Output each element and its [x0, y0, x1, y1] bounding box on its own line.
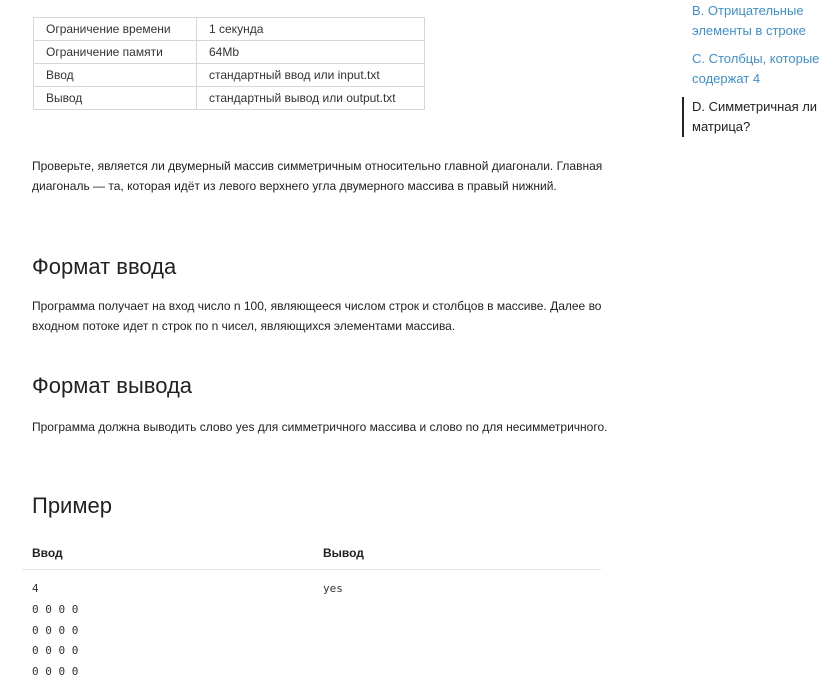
- example-output-header: Вывод: [323, 546, 364, 560]
- problem-navigation: [682, 0, 840, 137]
- limits-table: [33, 17, 425, 110]
- limit-value: 1 секунда: [197, 18, 425, 41]
- example-divider: [22, 569, 601, 570]
- limit-key: Ограничение памяти: [34, 41, 197, 64]
- output-format-text: Программа должна выводить слово yes для симметричного массива и слово no для несимметричного.: [32, 420, 608, 434]
- input-format-text: Программа получает на вход число n 100, являющееся числом строк и столбцов в массиве. Далее во входном потоке идет n строк по n чисел, являющихся элементами массива.: [32, 299, 602, 333]
- example-input[interactable]: 4 0 0 0 0 0 0 0 0 0 0 0 0 0 0 0 0: [32, 582, 79, 679]
- input-format-heading: Формат ввода: [32, 254, 177, 279]
- limit-key: Ограничение времени: [34, 18, 197, 41]
- output-format-heading: Формат вывода: [32, 373, 193, 398]
- limit-value: стандартный ввод или input.txt: [197, 64, 425, 87]
- example-input-header: Ввод: [32, 546, 63, 560]
- limit-value: 64Mb: [197, 41, 425, 64]
- table-row: [34, 64, 425, 87]
- table-row: [34, 87, 425, 110]
- limit-value: стандартный вывод или output.txt: [197, 87, 425, 110]
- nav-item-problem-d[interactable]: D. Симметричная ли матрица?: [682, 97, 840, 137]
- example-output[interactable]: yes: [323, 582, 343, 595]
- table-row: [34, 41, 425, 64]
- problem-statement: Проверьте, является ли двумерный массив симметричным относительно главной диагонали. Главная диагональ — та, которая идёт из левого верхнего угла двумерного массива в правый нижний.: [32, 159, 603, 193]
- nav-item-problem-b[interactable]: B. Отрицательные элементы в строке: [692, 3, 806, 38]
- table-row: [34, 18, 425, 41]
- example-heading: Пример: [32, 493, 112, 518]
- limit-key: Ввод: [34, 64, 197, 87]
- limit-key: Вывод: [34, 87, 197, 110]
- nav-item-problem-c[interactable]: C. Столбцы, которые содержат 4: [692, 51, 820, 86]
